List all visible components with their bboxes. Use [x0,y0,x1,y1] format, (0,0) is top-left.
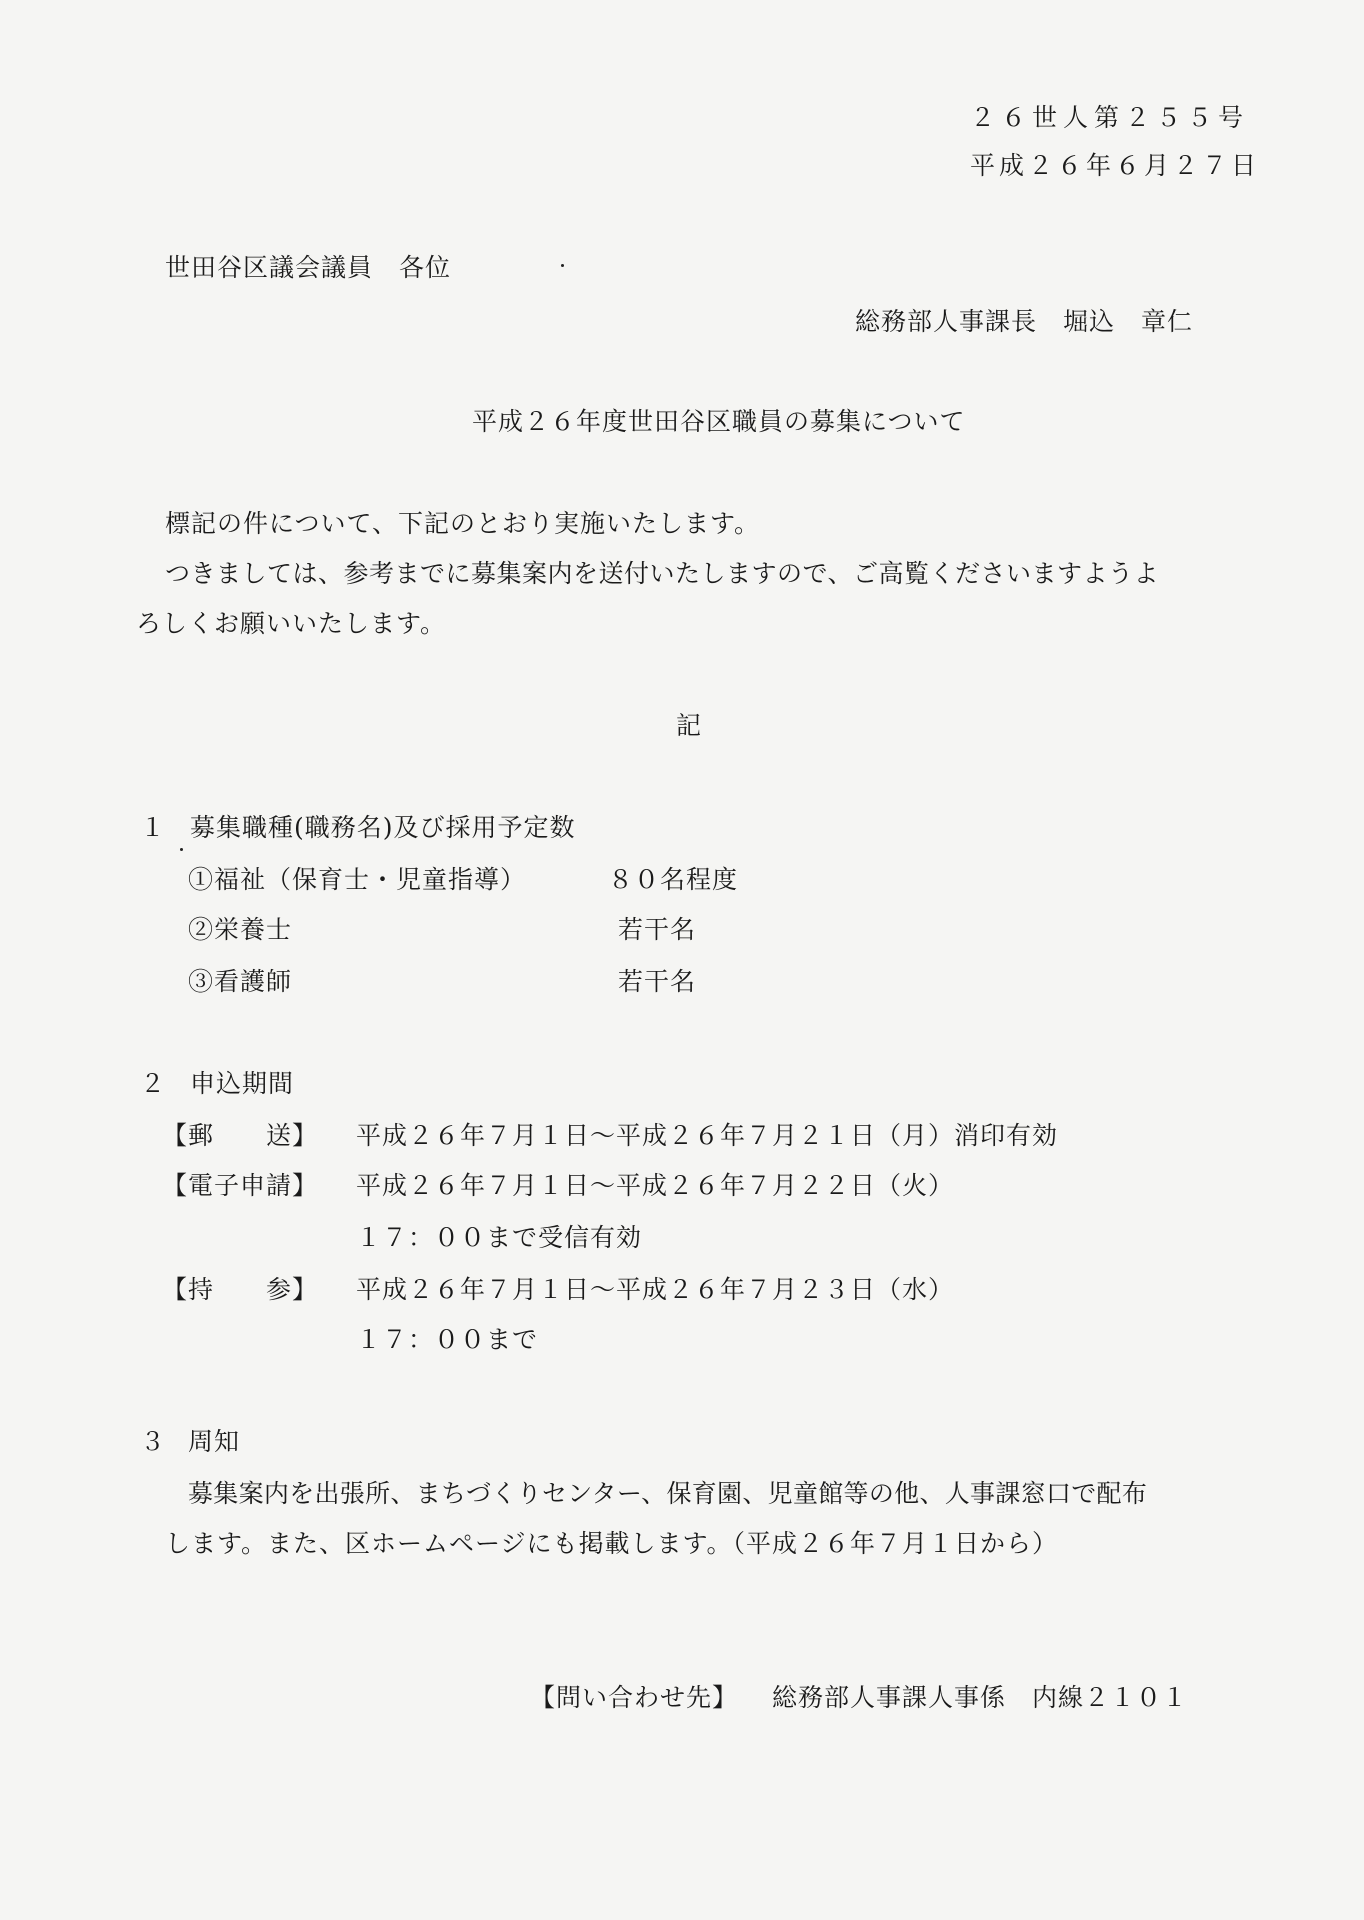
document-number: ２６世人第２５５号 [970,103,1250,132]
application-method-label: 【電子申請】 [162,1171,319,1200]
application-period: 平成２６年７月１日～平成２６年７月２３日（水） [356,1275,955,1304]
job-item-name: ②栄養士 [188,915,293,944]
job-item-name: ①福祉（保育士・児童指導） [188,865,527,894]
paragraph-2-line-2: ろしくお願いいたします。 [136,609,447,638]
job-item-count: 若干名 [618,967,697,996]
section-3-heading: 周知 [188,1427,241,1456]
contact-value: 総務部人事課人事係 内線２１０１ [772,1683,1189,1712]
application-period: 平成２６年７月１日～平成２６年７月２２日（火） [356,1171,955,1200]
section-1-number: １ [140,813,167,842]
addressee: 世田谷区議会議員 各位 [165,253,452,282]
sender: 総務部人事課長 堀込 章仁 [855,307,1194,336]
section-1-heading: 募集職種(職務名)及び採用予定数 [190,813,576,842]
application-method-label: 【持 参】 [162,1275,319,1304]
contact-label: 【問い合わせ先】 [530,1683,739,1712]
ki-heading: 記 [676,711,703,740]
job-item-count: ８０名程度 [608,865,739,894]
scan-speck [180,848,183,851]
section-3-number: ３ [140,1427,167,1456]
application-method-label: 【郵 送】 [162,1121,319,1150]
scan-speck [561,264,564,267]
section-3-text-line-2: します。また、区ホームページにも掲載します。（平成２６年７月１日から） [165,1529,1059,1558]
job-item-count: 若干名 [618,915,697,944]
document-date: 平成２６年６月２７日 [970,151,1261,180]
section-2-number: ２ [140,1069,167,1098]
paragraph-2-line-1: つきましては、参考までに募集案内を送付いたしますので、ご高覧くださいますようよ [165,559,1160,588]
document-title: 平成２６年度世田谷区職員の募集について [472,407,966,436]
paragraph-1: 標記の件について、下記のとおり実施いたします。 [165,509,761,538]
section-3-text-line-1: 募集案内を出張所、まちづくりセンター、保育園、児童館等の他、人事課窓口で配布 [188,1479,1148,1508]
job-item-name: ③看護師 [188,967,293,996]
section-2-heading: 申込期間 [190,1069,295,1098]
application-deadline-time: １７：００まで受信有効 [356,1223,643,1252]
application-deadline-time: １７：００まで [356,1325,539,1354]
application-period: 平成２６年７月１日～平成２６年７月２１日（月）消印有効 [356,1121,1059,1150]
